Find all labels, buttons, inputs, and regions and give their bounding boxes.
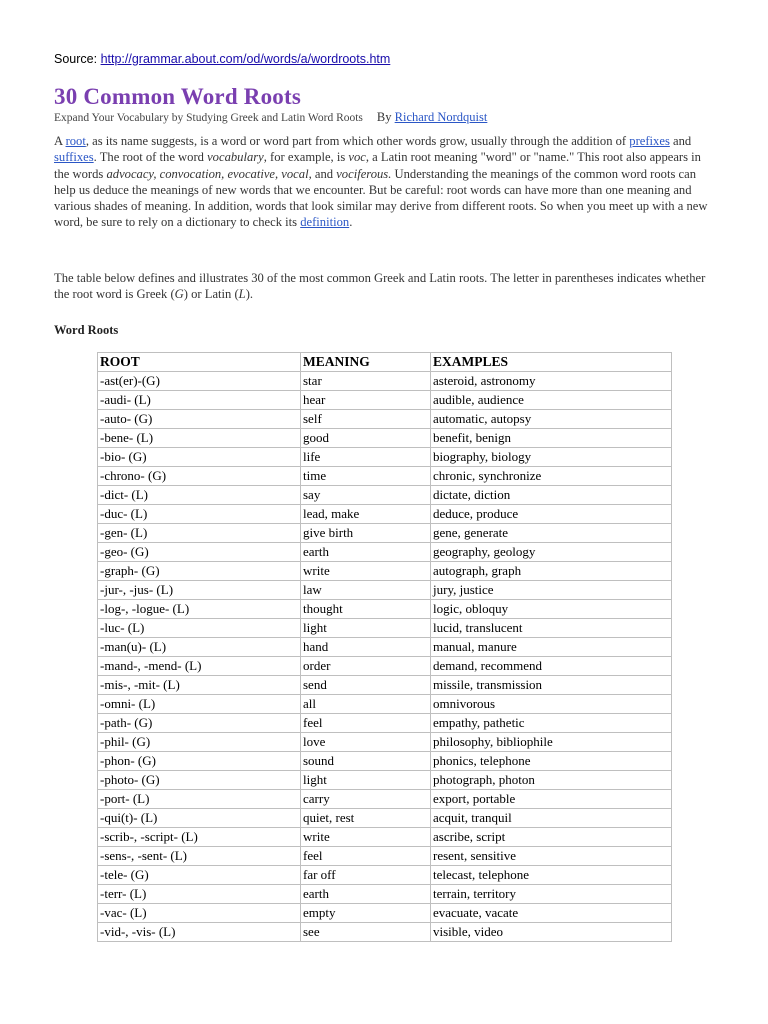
root-cell: -audi- (L) xyxy=(98,391,301,410)
definition-link[interactable]: definition xyxy=(300,215,350,230)
meaning-cell: earth xyxy=(301,543,431,562)
table-row xyxy=(98,581,672,600)
table-row xyxy=(98,467,672,486)
table-row xyxy=(98,562,672,581)
examples-cell: benefit, benign xyxy=(431,429,672,448)
table-row xyxy=(98,809,672,828)
meaning-cell: write xyxy=(301,562,431,581)
table-row xyxy=(98,866,672,885)
examples-cell: resent, sensitive xyxy=(431,847,672,866)
root-cell: -tele- (G) xyxy=(98,866,301,885)
suffixes-link[interactable]: suffixes xyxy=(54,150,94,165)
source-label: Source: xyxy=(54,52,98,66)
examples-cell: philosophy, bibliophile xyxy=(431,733,672,752)
examples-cell: deduce, produce xyxy=(431,505,672,524)
examples-cell: automatic, autopsy xyxy=(431,410,672,429)
examples-cell: ascribe, script xyxy=(431,828,672,847)
meaning-cell: quiet, rest xyxy=(301,809,431,828)
root-cell: -geo- (G) xyxy=(98,543,301,562)
subtitle-text: Expand Your Vocabulary by Studying Greek and Latin Word Roots xyxy=(54,112,363,124)
source-link[interactable]: http://grammar.about.com/od/words/a/wordroots.htm xyxy=(100,52,391,66)
meaning-cell: write xyxy=(301,828,431,847)
meaning-cell: carry xyxy=(301,790,431,809)
examples-cell: missile, transmission xyxy=(431,676,672,695)
examples-cell: jury, justice xyxy=(431,581,672,600)
examples-cell: evacuate, vacate xyxy=(431,904,672,923)
meaning-cell: lead, make xyxy=(301,505,431,524)
word-roots-table xyxy=(97,352,672,942)
table-row xyxy=(98,771,672,790)
examples-cell: lucid, translucent xyxy=(431,619,672,638)
root-cell: -scrib-, -script- (L) xyxy=(98,828,301,847)
examples-cell: photograph, photon xyxy=(431,771,672,790)
examples-cell: visible, video xyxy=(431,923,672,942)
meaning-cell: feel xyxy=(301,847,431,866)
root-cell: -man(u)- (L) xyxy=(98,638,301,657)
byline-label: By xyxy=(376,110,392,124)
root-cell: -port- (L) xyxy=(98,790,301,809)
examples-cell: export, portable xyxy=(431,790,672,809)
examples-cell: phonics, telephone xyxy=(431,752,672,771)
header-root: ROOT xyxy=(98,353,301,372)
root-cell: -gen- (L) xyxy=(98,524,301,543)
table-row xyxy=(98,543,672,562)
examples-cell: dictate, diction xyxy=(431,486,672,505)
table-row xyxy=(98,638,672,657)
section-heading: Word Roots xyxy=(54,323,119,337)
meaning-cell: earth xyxy=(301,885,431,904)
root-cell: -log-, -logue- (L) xyxy=(98,600,301,619)
table-row xyxy=(98,828,672,847)
meaning-cell: star xyxy=(301,372,431,391)
table-row xyxy=(98,923,672,942)
examples-cell: autograph, graph xyxy=(431,562,672,581)
page-title: 30 Common Word Roots xyxy=(54,84,302,109)
table-row xyxy=(98,904,672,923)
root-cell: -chrono- (G) xyxy=(98,467,301,486)
table-row xyxy=(98,600,672,619)
table-header-row xyxy=(98,353,672,372)
table-body xyxy=(98,372,672,942)
subtitle-line xyxy=(54,110,487,125)
meaning-cell: time xyxy=(301,467,431,486)
examples-cell: demand, recommend xyxy=(431,657,672,676)
root-cell: -vid-, -vis- (L) xyxy=(98,923,301,942)
examples-cell: acquit, tranquil xyxy=(431,809,672,828)
table-row xyxy=(98,657,672,676)
examples-cell: audible, audience xyxy=(431,391,672,410)
root-cell: -bene- (L) xyxy=(98,429,301,448)
meaning-cell: life xyxy=(301,448,431,467)
author-link[interactable]: Richard Nordquist xyxy=(394,110,488,124)
root-link[interactable]: root xyxy=(65,134,86,148)
meaning-cell: sound xyxy=(301,752,431,771)
table-row xyxy=(98,429,672,448)
meaning-cell: love xyxy=(301,733,431,752)
root-cell: -terr- (L) xyxy=(98,885,301,904)
table-row xyxy=(98,619,672,638)
examples-cell: asteroid, astronomy xyxy=(431,372,672,391)
meaning-cell: see xyxy=(301,923,431,942)
meaning-cell: far off xyxy=(301,866,431,885)
meaning-cell: order xyxy=(301,657,431,676)
root-cell: -jur-, -jus- (L) xyxy=(98,581,301,600)
root-cell: -bio- (G) xyxy=(98,448,301,467)
meaning-cell: law xyxy=(301,581,431,600)
root-cell: -sens-, -sent- (L) xyxy=(98,847,301,866)
table-row xyxy=(98,448,672,467)
examples-cell: chronic, synchronize xyxy=(431,467,672,486)
table-row xyxy=(98,391,672,410)
root-cell: -mand-, -mend- (L) xyxy=(98,657,301,676)
header-meaning: MEANING xyxy=(301,353,431,372)
root-cell: -graph- (G) xyxy=(98,562,301,581)
table-row xyxy=(98,752,672,771)
root-cell: -dict- (L) xyxy=(98,486,301,505)
root-cell: -mis-, -mit- (L) xyxy=(98,676,301,695)
table-row xyxy=(98,790,672,809)
root-cell: -photo- (G) xyxy=(98,771,301,790)
root-cell: -auto- (G) xyxy=(98,410,301,429)
table-row xyxy=(98,524,672,543)
header-examples: EXAMPLES xyxy=(431,353,672,372)
examples-cell: geography, geology xyxy=(431,543,672,562)
examples-cell: omnivorous xyxy=(431,695,672,714)
meaning-cell: thought xyxy=(301,600,431,619)
examples-cell: terrain, territory xyxy=(431,885,672,904)
examples-cell: biography, biology xyxy=(431,448,672,467)
source-line xyxy=(54,52,390,66)
examples-cell: gene, generate xyxy=(431,524,672,543)
meaning-cell: send xyxy=(301,676,431,695)
root-cell: -phon- (G) xyxy=(98,752,301,771)
root-cell: -ast(er)-(G) xyxy=(98,372,301,391)
table-row xyxy=(98,505,672,524)
meaning-cell: feel xyxy=(301,714,431,733)
meaning-cell: all xyxy=(301,695,431,714)
root-cell: -vac- (L) xyxy=(98,904,301,923)
table-row xyxy=(98,847,672,866)
root-cell: -path- (G) xyxy=(98,714,301,733)
examples-cell: logic, obloquy xyxy=(431,600,672,619)
meaning-cell: hand xyxy=(301,638,431,657)
meaning-cell: light xyxy=(301,619,431,638)
root-cell: -omni- (L) xyxy=(98,695,301,714)
root-cell: -luc- (L) xyxy=(98,619,301,638)
meaning-cell: light xyxy=(301,771,431,790)
root-cell: -phil- (G) xyxy=(98,733,301,752)
root-cell: -duc- (L) xyxy=(98,505,301,524)
meaning-cell: self xyxy=(301,410,431,429)
table-row xyxy=(98,410,672,429)
table-row xyxy=(98,372,672,391)
meaning-cell: hear xyxy=(301,391,431,410)
examples-cell: telecast, telephone xyxy=(431,866,672,885)
table-row xyxy=(98,486,672,505)
meaning-cell: say xyxy=(301,486,431,505)
prefixes-link[interactable]: prefixes xyxy=(629,134,670,148)
examples-cell: empathy, pathetic xyxy=(431,714,672,733)
table-row xyxy=(98,714,672,733)
table-row xyxy=(98,695,672,714)
table-row xyxy=(98,885,672,904)
intro-paragraph: A root, as its name suggests, is a word or word part from which other words grow, usually through the addition of prefixes and suffixes. The root of the word vocabulary, for example, is voc, a Latin root meaning "word" or "name." This root also appears in the words advocacy, convocation, evocative, vocal, and vociferous. Understanding the meanings of the common word roots can help us deduce the meanings of new words that we encounter. But be careful: root words can have more than one meaning and various shades of meaning. In addition, words that look similar may derive from different roots. So when you meet up with a new word, be sure to rely on a dictionary to check its definition. xyxy=(54,134,708,230)
examples-cell: manual, manure xyxy=(431,638,672,657)
meaning-cell: empty xyxy=(301,904,431,923)
table-intro-paragraph: The table below defines and illustrates 30 of the most common Greek and Latin roots. The letter in parentheses indicates whether the root word is Greek (G) or Latin (L). xyxy=(54,271,706,302)
meaning-cell: give birth xyxy=(301,524,431,543)
meaning-cell: good xyxy=(301,429,431,448)
root-cell: -qui(t)- (L) xyxy=(98,809,301,828)
table-row xyxy=(98,676,672,695)
table-row xyxy=(98,733,672,752)
